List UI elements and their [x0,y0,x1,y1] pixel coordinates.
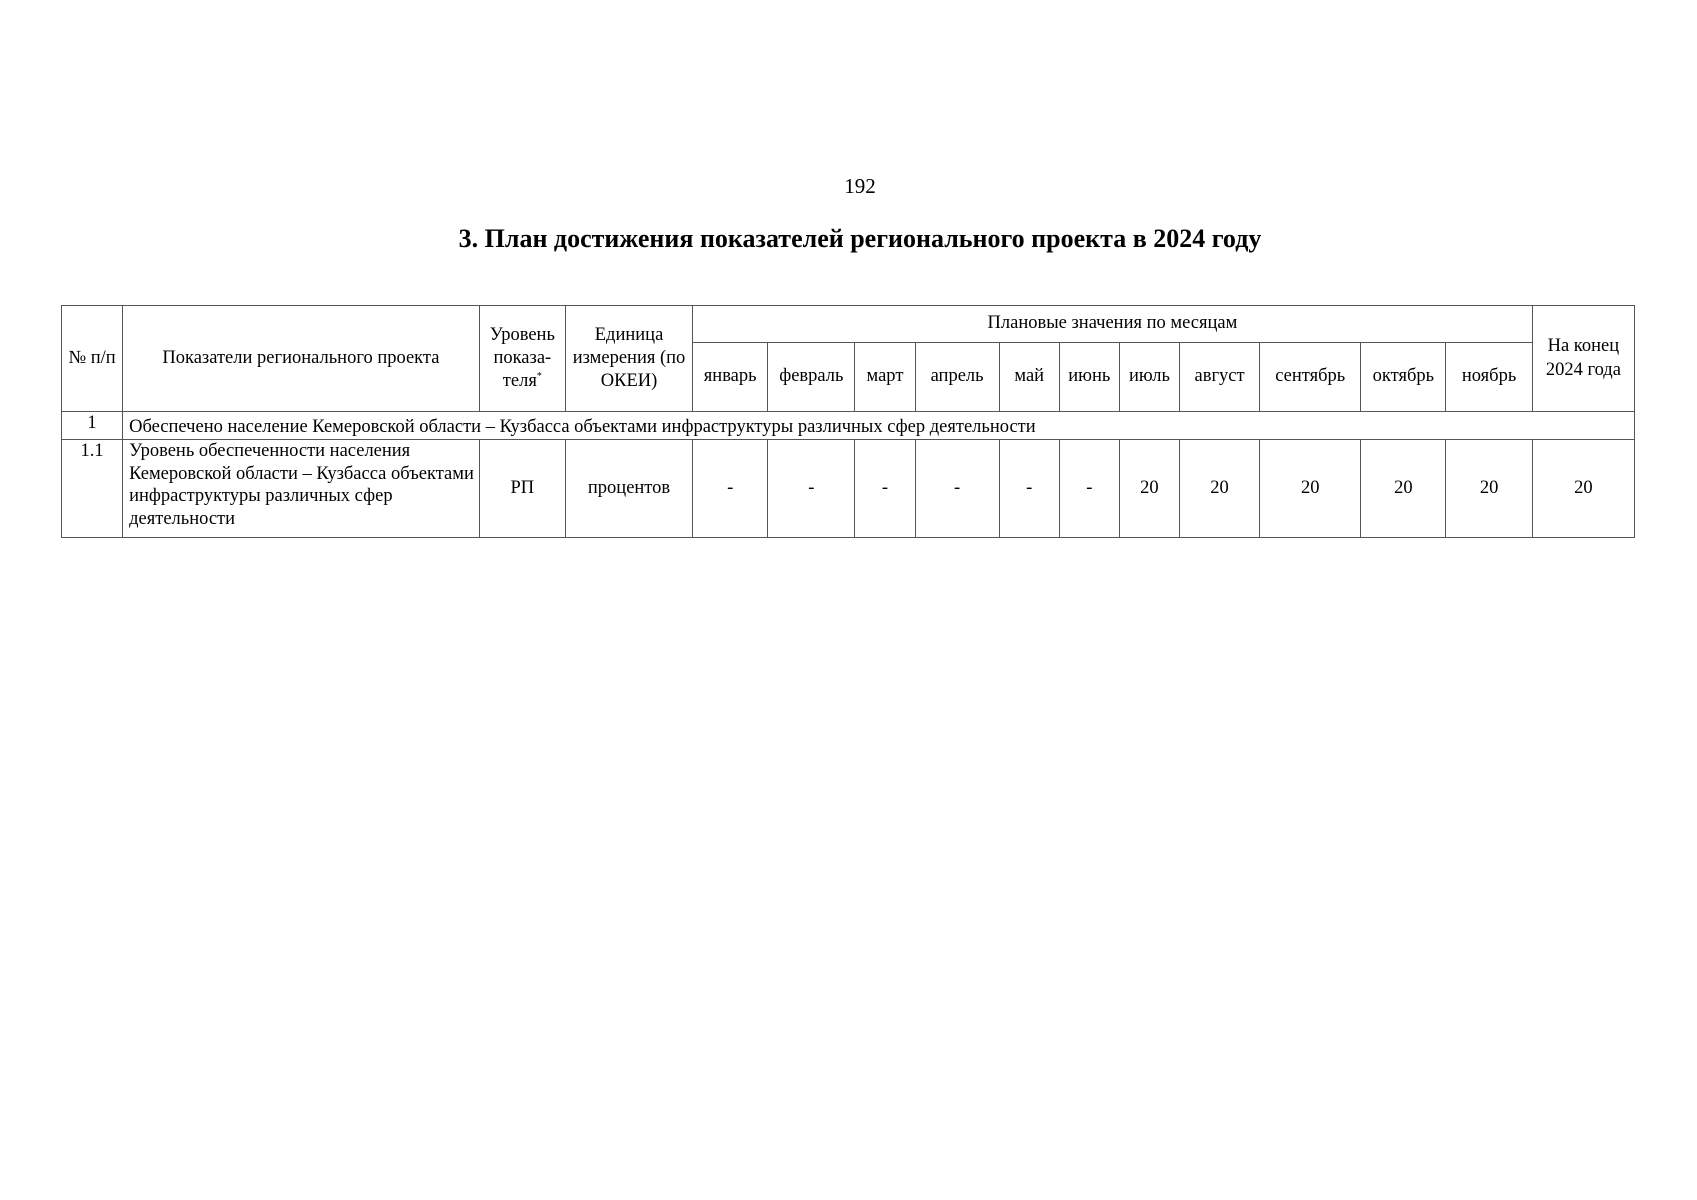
indicator-unit: процентов [565,440,692,538]
monthly-value: 20 [1260,440,1361,538]
header-month: октябрь [1361,343,1446,412]
plan-table [61,305,1635,538]
year-end-value: 20 [1532,440,1634,538]
header-month: февраль [768,343,855,412]
page-number: 192 [844,174,876,198]
header-monthly-group: Плановые значения по месяцам [693,306,1533,343]
monthly-value: 20 [1446,440,1532,538]
header-month: август [1179,343,1259,412]
monthly-value: - [855,440,915,538]
header-level-mark: * [536,370,542,382]
monthly-value: - [768,440,855,538]
goal-num: 1 [62,412,123,440]
header-month: май [999,343,1059,412]
header-unit: Единица измерения (по ОКЕИ) [565,306,692,412]
monthly-value: - [693,440,768,538]
monthly-value: 20 [1361,440,1446,538]
header-month: ноябрь [1446,343,1532,412]
indicator-name: Уровень обеспеченности населения Кемеровской области – Кузбасса объектами инфраструктуры различных сфер деятельности [123,440,480,538]
header-year-end: На конец 2024 года [1532,306,1634,412]
header-row [62,306,1635,343]
header-month: июль [1119,343,1179,412]
section-title: 3. План достижения показателей регионального проекта в 2024 году [458,224,1262,253]
goal-row [62,412,1635,440]
monthly-value: - [1059,440,1119,538]
indicator-num: 1.1 [62,440,123,538]
header-month: март [855,343,915,412]
header-indicators: Показатели регионального проекта [123,306,480,412]
header-month: апрель [915,343,999,412]
monthly-value: 20 [1119,440,1179,538]
header-month: сентябрь [1260,343,1361,412]
monthly-value: - [915,440,999,538]
header-num: № п/п [62,306,123,412]
indicator-row [62,440,1635,538]
header-month: январь [693,343,768,412]
goal-text: Обеспечено население Кемеровской области – Кузбасса объектами инфраструктуры различных сфер деятельности [123,412,1635,440]
monthly-value: 20 [1179,440,1259,538]
indicator-level: РП [479,440,565,538]
header-month: июнь [1059,343,1119,412]
header-level [479,306,565,412]
monthly-value: - [999,440,1059,538]
header-level-label: Уровень показа-теля [489,324,555,392]
